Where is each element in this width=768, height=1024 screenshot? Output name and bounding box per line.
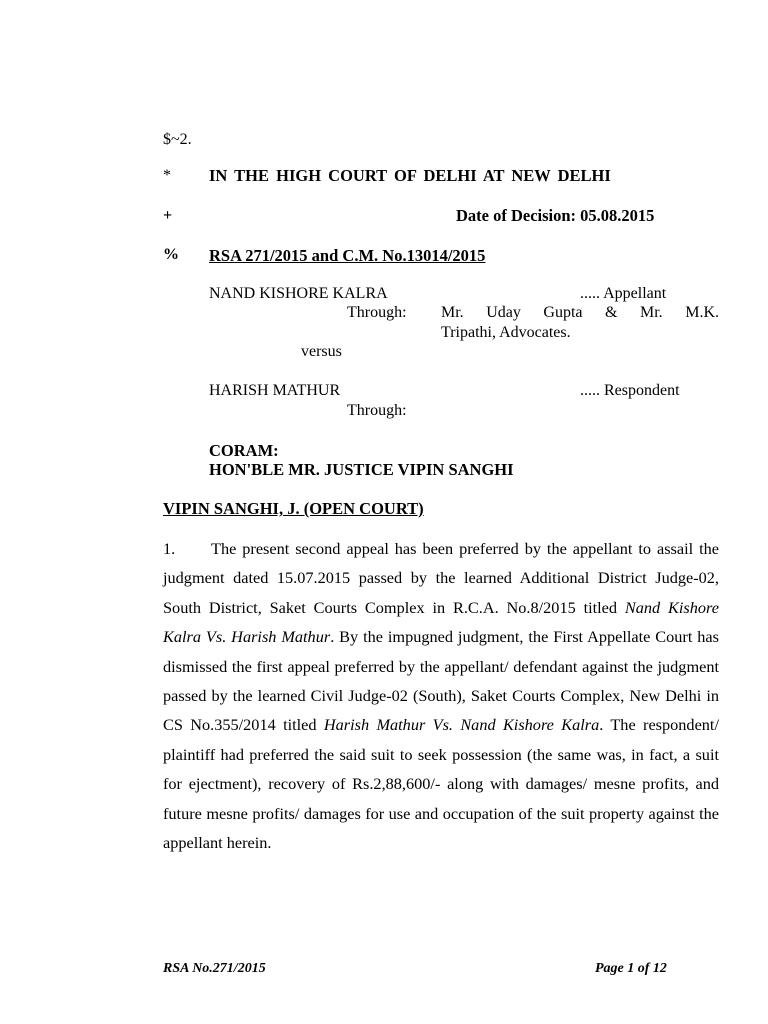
paragraph-1 bbox=[163, 534, 719, 857]
respondent-role: ..... Respondent bbox=[580, 382, 680, 399]
respondent-name: HARISH MATHUR bbox=[209, 382, 341, 399]
paragraph-text-part1: The present second appeal has been preferred by the appellant to assail the judgment dated 15.07.2015 passed by the learned Additional District Judge-02, South District, Saket Courts Complex in R.C.A. No.8/2015 titled bbox=[163, 539, 719, 617]
appellant-counsel-line1: Mr. Uday Gupta & Mr. M.K. bbox=[441, 304, 719, 321]
paragraph-text-part3: . The respondent/ plaintiff had preferred the said suit to seek possession (the same was, in fact, a suit for ejectment), recovery of Rs.2,88,600/- along with damages/ mesne profits, and future mesne profits/ damages for use and occupation of the suit property against the appellant herein. bbox=[163, 715, 719, 853]
appellant-name: NAND KISHORE KALRA bbox=[209, 285, 388, 302]
percent-marker: % bbox=[163, 246, 179, 263]
footer-case-number: RSA No.271/2015 bbox=[163, 961, 266, 976]
coram-label: CORAM: bbox=[209, 441, 279, 460]
star-marker: * bbox=[163, 167, 171, 184]
case-name-italic-2: Harish Mathur Vs. Nand Kishore Kalra bbox=[323, 715, 600, 735]
versus-label: versus bbox=[301, 343, 342, 360]
paragraph-number: 1. bbox=[163, 539, 176, 558]
plus-marker: + bbox=[163, 207, 173, 224]
court-title: IN THE HIGH COURT OF DELHI AT NEW DELHI bbox=[209, 166, 611, 185]
footer-page-number: Page 1 of 12 bbox=[595, 961, 667, 976]
case-code: $~2. bbox=[163, 131, 192, 148]
appellant-through-label: Through: bbox=[347, 304, 407, 321]
paragraph-text-part2: . By the impugned judgment, the First Appellate Court has dismissed the first appeal preferred by the appellant/ defendant against the judgment passed by the learned Civil Judge-02 (South), Saket Courts Complex, New Delhi in CS No.355/2014 titled bbox=[163, 627, 719, 735]
appellant-counsel-line2: Tripathi, Advocates. bbox=[441, 324, 571, 341]
respondent-through-label: Through: bbox=[347, 402, 407, 419]
decision-date: Date of Decision: 05.08.2015 bbox=[456, 206, 655, 225]
appellant-role: ..... Appellant bbox=[580, 285, 667, 302]
coram-judge: HON'BLE MR. JUSTICE VIPIN SANGHI bbox=[209, 460, 514, 479]
case-title: RSA 271/2015 and C.M. No.13014/2015 bbox=[209, 246, 486, 265]
judgment-heading: VIPIN SANGHI, J. (OPEN COURT) bbox=[163, 499, 424, 518]
case-name-italic-1: Nand Kishore Kalra Vs. Harish Mathur bbox=[163, 597, 720, 647]
